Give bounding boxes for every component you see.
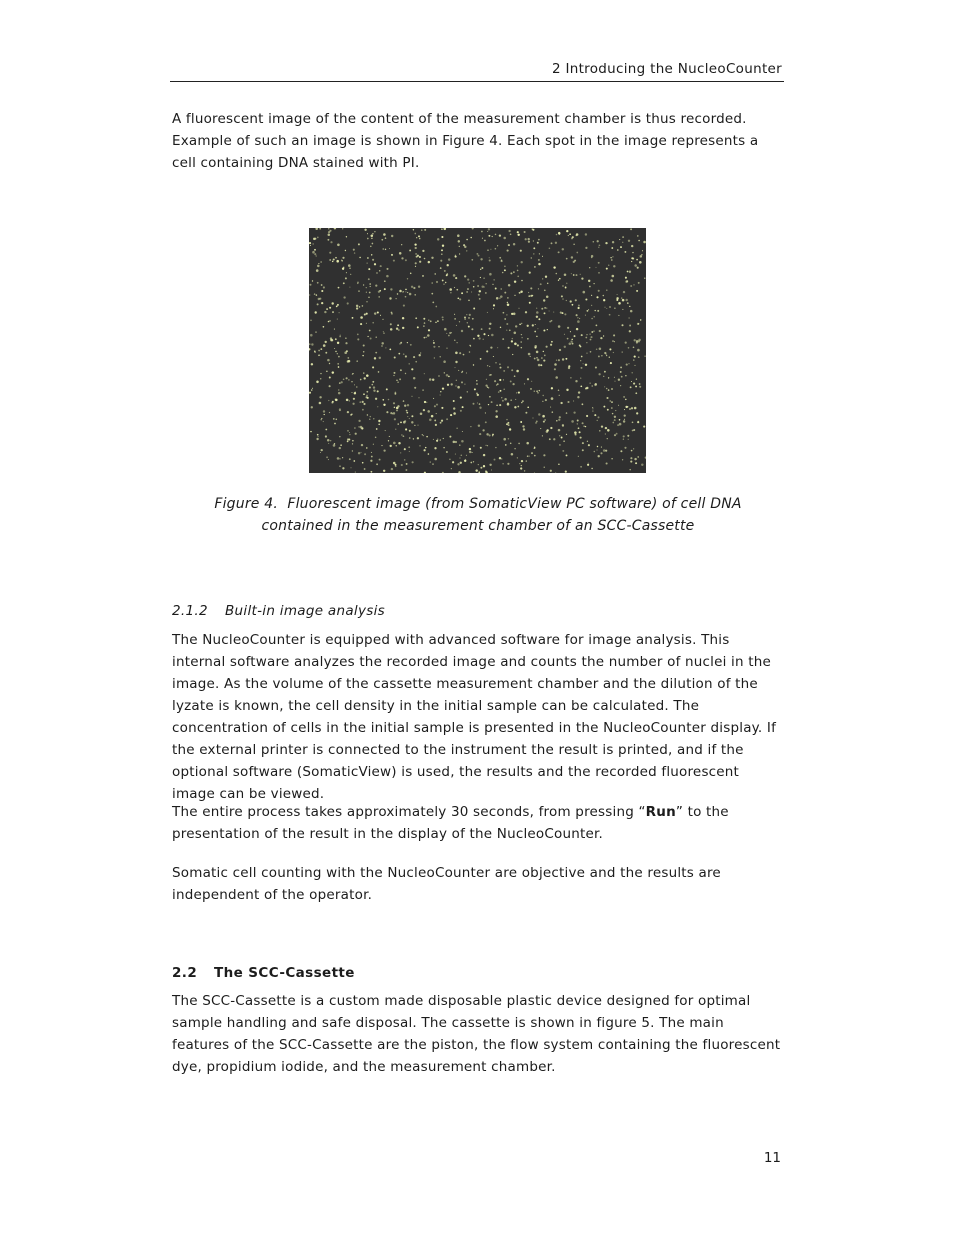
section-title: The SCC-Cassette xyxy=(214,965,355,981)
section-2-2-heading xyxy=(172,965,355,981)
fluorescent-spots xyxy=(309,228,646,473)
header-rule xyxy=(170,81,784,82)
running-header: 2 Introducing the NucleoCounter xyxy=(551,61,782,77)
objectivity-paragraph: Somatic cell counting with the NucleoCounter are objective and the results are independent of the operator. xyxy=(172,865,721,903)
run-key-label: Run xyxy=(645,804,676,820)
figure-caption-line2: contained in the measurement chamber of an SCC-Cassette xyxy=(261,518,695,534)
process-time-paragraph xyxy=(172,801,784,845)
image-analysis-paragraph: The NucleoCounter is equipped with advanced software for image analysis. This internal software analyzes the recorded image and counts the number of nuclei in the image. As the volume of the cassette measurement chamber and the dilution of the lyzate is known, the cell density in the initial sample can be calculated. The concentration of cells in the initial sample is presented in the NucleoCounter display. If the external printer is connected to the instrument the result is printed, and if the optional software (SomaticView) is used, the results and the recorded fluorescent image can be viewed. xyxy=(172,632,777,802)
figure-label: Figure 4 xyxy=(214,496,274,512)
fluorescent-cell-image xyxy=(309,228,646,473)
scc-cassette-paragraph: The SCC-Cassette is a custom made disposable plastic device designed for optimal sample handling and safe disposal. The cassette is shown in figure 5. The main features of the SCC-Cassette are the piston, the flow system containing the fluorescent dye, propidium iodide, and the measurement chamber. xyxy=(172,993,781,1075)
page-number: 11 xyxy=(763,1150,781,1166)
process-time-text-after: ” to the presentation of the result in the display of the NucleoCounter. xyxy=(172,804,729,842)
process-time-text-before: The entire process takes approximately 30 seconds, from pressing “ xyxy=(172,804,646,820)
section-title: Built-in image analysis xyxy=(225,603,385,619)
figure-caption-line1: Fluorescent image (from SomaticView PC software) of cell DNA xyxy=(287,496,742,512)
section-number: 2.2 xyxy=(172,965,198,981)
section-2-1-2-heading xyxy=(172,603,385,619)
figure-caption: Figure 4. Fluorescent image (from SomaticView PC software) of cell DNA contained in the measurement chamber of an SCC-Cassette xyxy=(172,493,784,537)
section-number: 2.1.2 xyxy=(172,603,208,619)
intro-paragraph: A fluorescent image of the content of the measurement chamber is thus recorded. Example of such an image is shown in Figure 4. Each spot in the image represents a cell containing DNA stained with PI. xyxy=(172,111,759,171)
